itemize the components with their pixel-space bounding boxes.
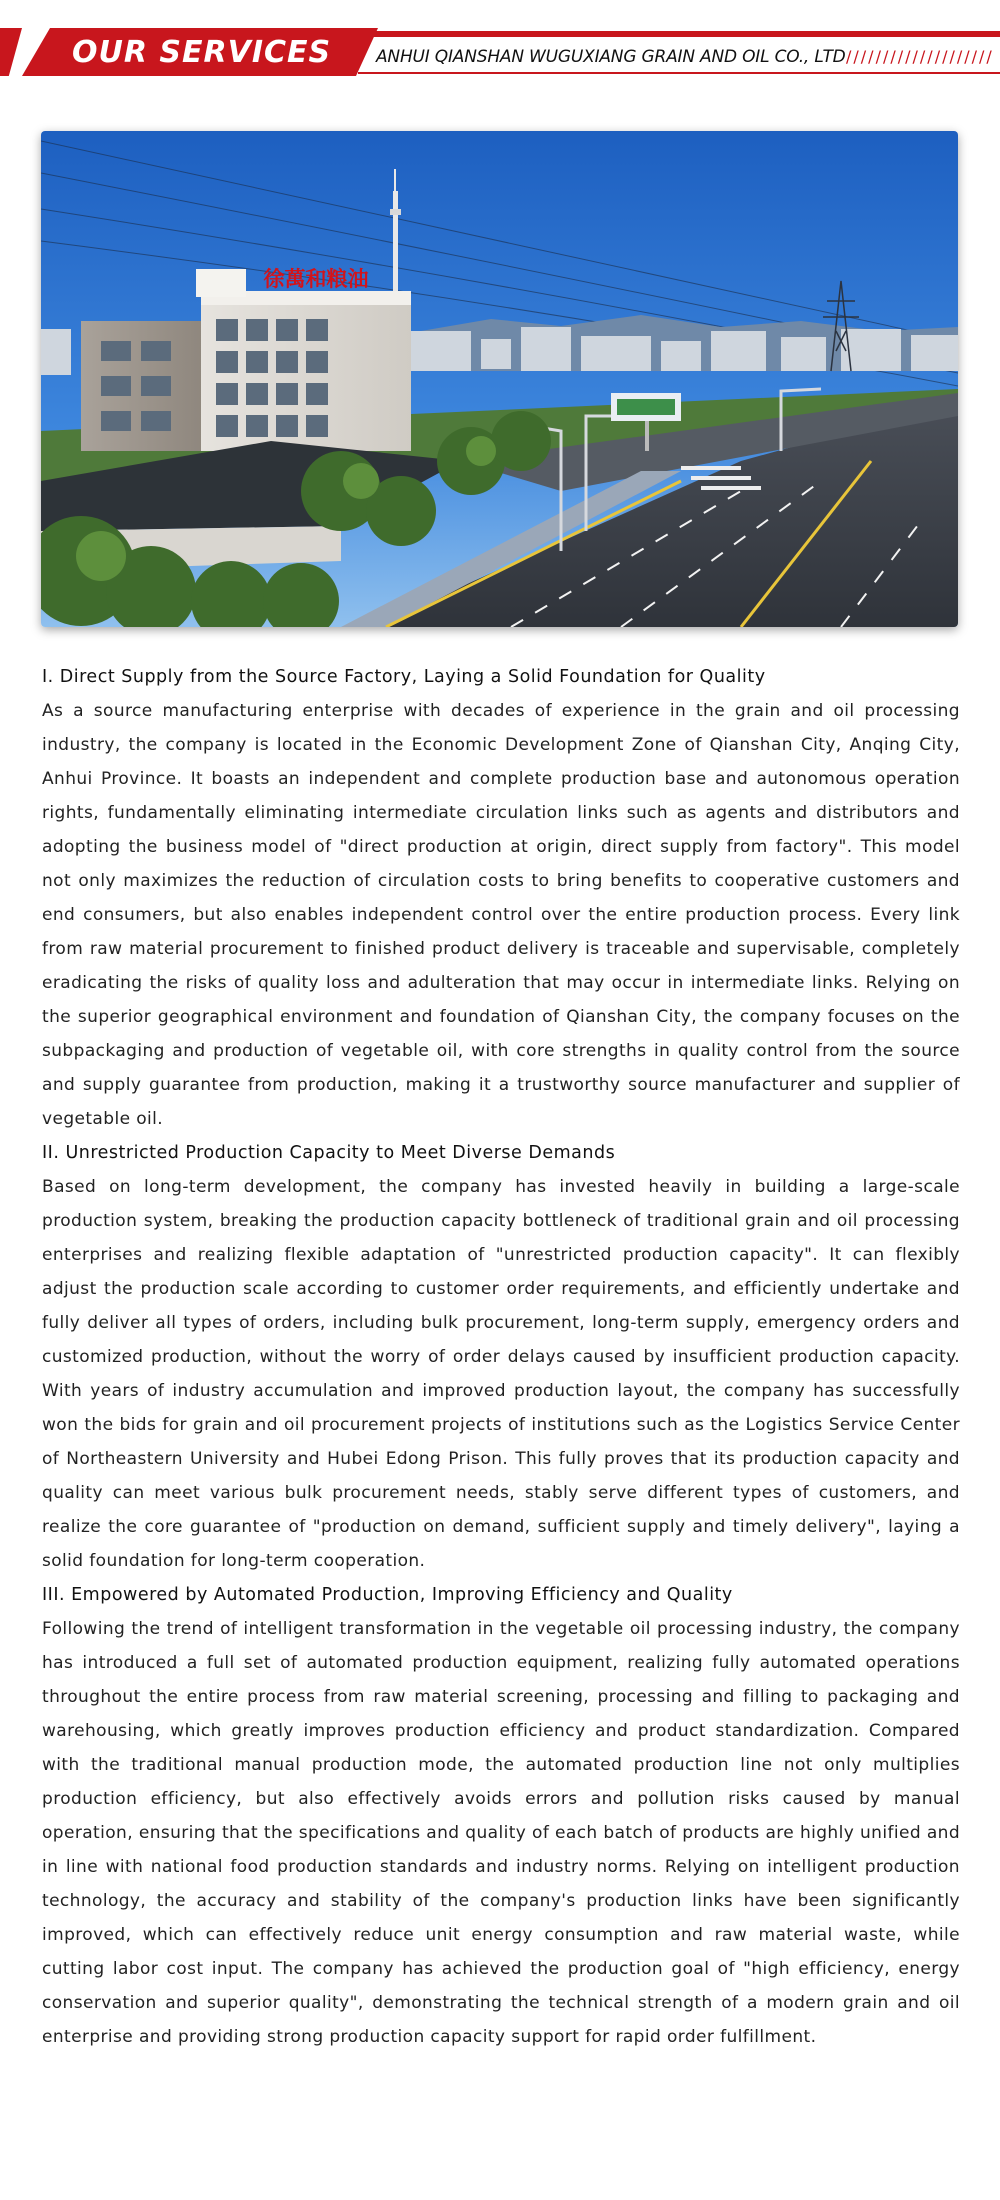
building-sign: 徐萬和粮油 [263, 267, 369, 291]
section-body: Following the trend of intelligent transformation in the vegetable oil processing industry, the company has introduced a full set of automated production equipment, realizing fully automated operations throughout the entire process from raw material screening, processing and filling to packaging and warehousing, which greatly improves production efficiency and product standardization. Compared with the traditional manual production mode, the automated production line not only multiplies production efficiency, but also effectively avoids errors and pollution risks caused by manual operation, ensuring that the specifications and quality of each batch of products are highly unified and in line with national food production standards and industry norms. Relying on intelligent production technology, the accuracy and stability of the company's production links have been significantly improved, which can effectively reduce unit energy consumption and raw material waste, while cutting labor cost input. The company has achieved the production goal of "high efficiency, energy conservation and superior quality", demonstrating the technical strength of a modern grain and oil enterprise and providing strong production capacity support for rapid order fulfillment. [42, 1619, 961, 2047]
section-automated-production [42, 1578, 960, 2054]
services-article [42, 660, 960, 2054]
section-production-capacity [42, 1136, 960, 1578]
section-body: As a source manufacturing enterprise with decades of experience in the grain and oil processing industry, the company is located in the Economic Development Zone of Qianshan City, Anqing City, Anhui Province. It boasts an independent and complete production base and autonomous operation rights, fundamentally eliminating intermediate circulation links such as agents and distributors and adopting the business model of "direct production at origin, direct supply from factory". This model not only maximizes the reduction of circulation costs to bring benefits to cooperative customers and end consumers, but also enables independent control over the entire production process. Every link from raw material procurement to finished product delivery is traceable and supervisable, completely eradicating the risks of quality loss and adulteration that may occur in intermediate links. Relying on the superior geographical environment and foundation of Qianshan City, the company focuses on the subpackaging and production of vegetable oil, with core strengths in quality control from the source and supply guarantee from production, making it a trustworthy source manufacturer and supplier of vegetable oil. [42, 701, 960, 1129]
section-body: Based on long-term development, the company has invested heavily in building a large-scale production system, breaking the production capacity bottleneck of traditional grain and oil processing enterprises and realizing flexible adaptation of "unrestricted production capacity". It can flexibly adjust the production scale according to customer order requirements, and efficiently undertake and fully deliver all types of orders, including bulk procurement, long-term supply, emergency orders and customized production, without the worry of order delays caused by insufficient production capacity. With years of industry accumulation and improved production layout, the company has successfully won the bids for grain and oil procurement projects of institutions such as the Logistics Service Center of Northeastern University and Hubei Edong Prison. This fully proves that its production capacity and quality can meet various bulk procurement needs, stably serve different types of customers, and realize the core guarantee of "production on demand, sufficient supply and timely delivery", laying a solid foundation for long-term cooperation. [42, 1177, 960, 1571]
factory-aerial-illustration [41, 131, 958, 627]
header-top-rule [370, 31, 1000, 37]
header-bottom-rule [358, 72, 1000, 74]
section-heading: I. Direct Supply from the Source Factory, Laying a Solid Foundation for Quality [42, 667, 766, 687]
header-slash-decoration: //////////////////// [846, 47, 994, 66]
factory-photo [41, 131, 958, 627]
company-name: ANHUI QIANSHAN WUGUXIANG GRAIN AND OIL CO., LTD [376, 47, 846, 67]
section-direct-supply [42, 660, 960, 1136]
section-heading: III. Empowered by Automated Production, Improving Efficiency and Quality [42, 1585, 733, 1605]
header-accent-stripe [0, 28, 22, 76]
section-heading: II. Unrestricted Production Capacity to Meet Diverse Demands [42, 1143, 616, 1163]
section-header [0, 28, 1000, 76]
header-title: OUR SERVICES [72, 35, 332, 70]
